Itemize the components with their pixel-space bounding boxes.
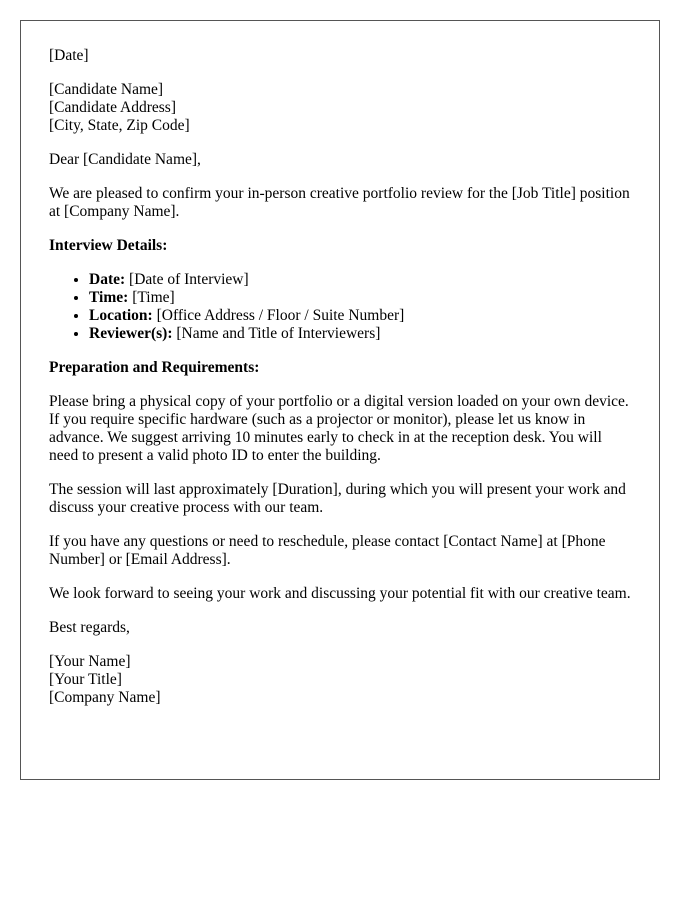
detail-location-label: Location: [89,307,153,324]
interview-details-list [49,271,631,343]
detail-time [89,289,631,307]
recipient-name: [Candidate Name] [49,81,164,98]
detail-date-value: [Date of Interview] [125,271,249,288]
interview-details-heading: Interview Details: [49,237,168,254]
detail-date-label: Date: [89,271,126,288]
signature-company: [Company Name] [49,689,161,706]
preparation-heading: Preparation and Requirements: [49,359,260,376]
detail-location-value: [Office Address / Floor / Suite Number] [152,307,405,324]
detail-reviewers-value: [Name and Title of Interviewers] [172,325,381,342]
recipient-address: [Candidate Address] [49,99,176,116]
signature-block [49,653,631,707]
letter-document [20,20,660,780]
recipient-block [49,81,631,135]
intro-paragraph: We are pleased to confirm your in-person creative portfolio review for the [Job Title] position at [Company Name]. [49,185,630,220]
preparation-paragraph: Please bring a physical copy of your portfolio or a digital version loaded on your own device. If you require specific hardware (such as a projector or monitor), please let us know in advance. We suggest arriving 10 minutes early to check in at the reception desk. You will need to present a valid photo ID to enter the building. [49,393,629,464]
contact-paragraph: If you have any questions or need to reschedule, please contact [Contact Name] at [Phone Number] or [Email Address]. [49,533,606,568]
detail-reviewers [89,325,631,343]
sign-off: Best regards, [49,619,130,636]
signature-name: [Your Name] [49,653,131,670]
detail-date [89,271,631,289]
salutation: Dear [Candidate Name], [49,151,201,168]
signature-title: [Your Title] [49,671,122,688]
detail-time-label: Time: [89,289,129,306]
closing-paragraph: We look forward to seeing your work and discussing your potential fit with our creative team. [49,585,631,602]
session-paragraph: The session will last approximately [Duration], during which you will present your work and discuss your creative process with our team. [49,481,626,516]
detail-location [89,307,631,325]
detail-time-value: [Time] [128,289,175,306]
detail-reviewers-label: Reviewer(s): [89,325,173,342]
recipient-city-state-zip: [City, State, Zip Code] [49,117,190,134]
letter-date: [Date] [49,47,89,64]
